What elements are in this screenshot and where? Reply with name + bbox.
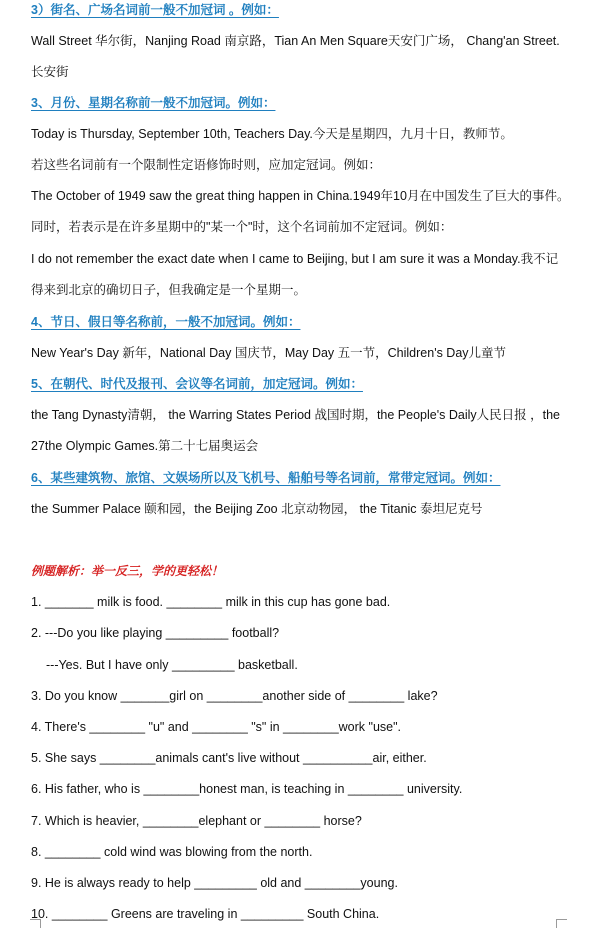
exercise-item: 7. Which is heavier, ________elephant or ________ horse? [31, 814, 362, 828]
rule-heading: 4、节日、假日等名称前，一般不加冠词。例如： [31, 315, 301, 329]
rule-example-line: Today is Thursday, September 10th, Teachers Day.今天是星期四，九月十日，教师节。 [31, 127, 513, 141]
rule-example-line: New Year's Day 新年，National Day 国庆节，May Day 五一节，Children's Day儿童节 [31, 346, 507, 360]
rule-example-line: 得来到北京的确切日子，但我确定是一个星期一。 [31, 283, 307, 297]
crop-mark [556, 919, 567, 928]
exercise-item: 6. His father, who is ________honest man, is teaching in ________ university. [31, 782, 463, 796]
exercise-item: 8. ________ cold wind was blowing from the north. [31, 845, 313, 859]
exercise-item: ---Yes. But I have only _________ basketball. [46, 658, 298, 672]
rule-example-line: the Summer Palace 颐和园，the Beijing Zoo 北京动物园， the Titanic 泰坦尼克号 [31, 502, 483, 516]
rule-example-line: 长安街 [31, 65, 69, 79]
rule-example-line: 27the Olympic Games.第二十七届奥运会 [31, 439, 259, 453]
exercise-item: 5. She says ________animals cant's live without __________air, either. [31, 751, 427, 765]
crop-mark [30, 919, 41, 928]
rule-example-line: Wall Street 华尔街，Nanjing Road 南京路，Tian An Men Square天安门广场， Chang'an Street. [31, 34, 560, 48]
rule-heading: 3）街名、广场名词前一般不加冠词 。例如： [31, 3, 279, 17]
exercise-item: 1. _______ milk is food. ________ milk in this cup has gone bad. [31, 595, 391, 609]
rule-example-line: The October of 1949 saw the great thing happen in China.1949年10月在中国发生了巨大的事件。 [31, 189, 570, 203]
exercise-item: 4. There's ________ "u" and ________ "s" in ________work "use". [31, 720, 402, 734]
exercise-item: 9. He is always ready to help _________ old and ________young. [31, 876, 398, 890]
rule-heading: 3、月份、星期名称前一般不加冠词。例如： [31, 96, 276, 110]
rule-heading: 6、某些建筑物、旅馆、文娱场所以及飞机号、船舶号等名词前，常带定冠词。例如： [31, 471, 501, 485]
exercise-section-title: 例题解析：举一反三，学的更轻松！ [31, 564, 224, 578]
rule-example-line: the Tang Dynasty清朝， the Warring States Period 战国时期，the People's Daily人民日报 ，the [31, 408, 560, 422]
rule-heading: 5、在朝代、时代及报刊、会议等名词前，加定冠词。例如： [31, 377, 363, 391]
exercise-item: 2. ---Do you like playing _________ football? [31, 626, 280, 640]
rule-example-line: I do not remember the exact date when I came to Beijing, but I am sure it was a Monday.我不记 [31, 252, 559, 266]
rule-example-line: 若这些名词前有一个限制性定语修饰时则，应加定冠词。例如： [31, 158, 382, 172]
exercise-item: 10. ________ Greens are traveling in _________ South China. [31, 907, 380, 921]
exercise-item: 3. Do you know _______girl on ________another side of ________ lake? [31, 689, 438, 703]
rule-example-line: 同时，若表示是在许多星期中的"某一个"时，这个名词前加不定冠词。例如： [31, 220, 453, 234]
